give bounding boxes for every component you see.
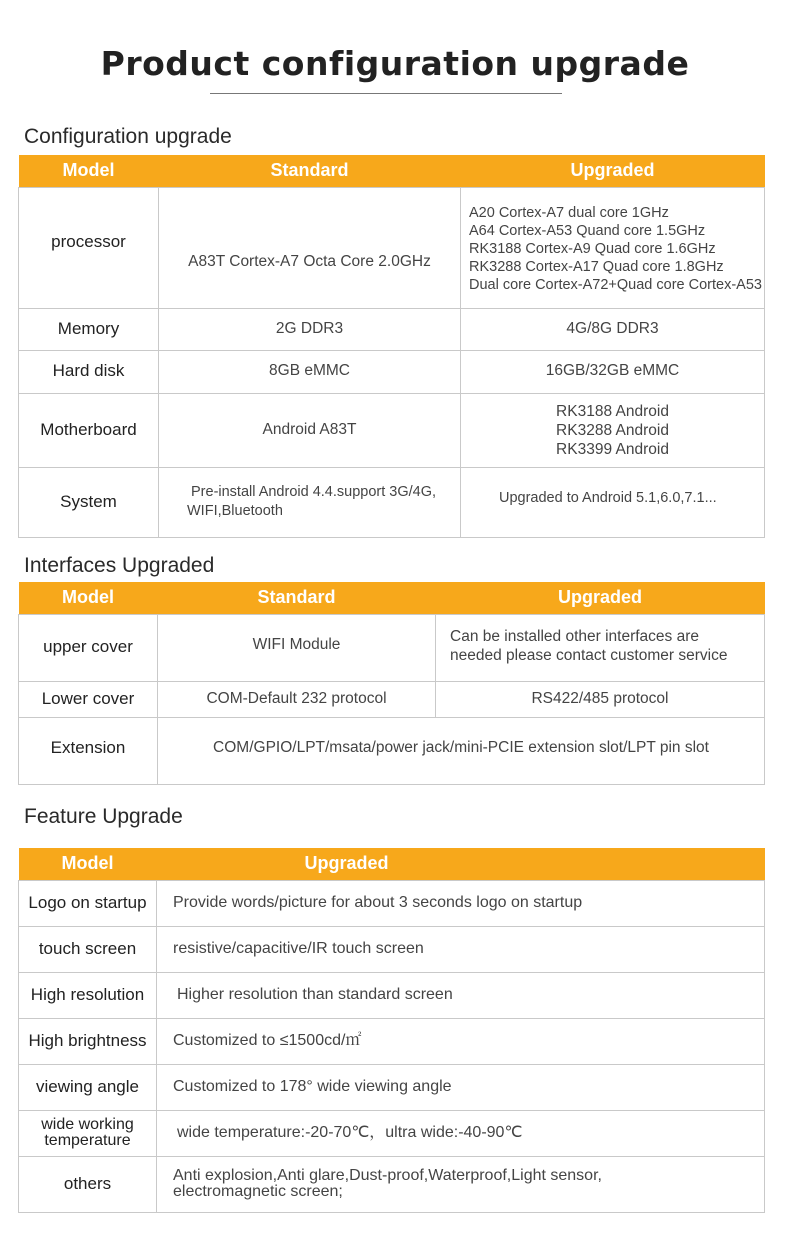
header-upgraded: Upgraded [436,582,765,614]
model-cell: Lower cover [19,681,158,717]
header-upgraded: Upgraded [461,155,765,187]
model-cell: others [19,1156,157,1212]
table-row [19,926,765,972]
upgraded-cell: Provide words/picture for about 3 seconds logo on startup [157,880,765,926]
table-row [19,880,765,926]
model-cell: Logo on startup [19,880,157,926]
upgraded-line: RK3288 Android [556,421,669,439]
table-row [19,972,765,1018]
upgraded-cell: Customized to 178° wide viewing angle [157,1064,765,1110]
standard-cell: 8GB eMMC [159,350,461,393]
header-model: Model [19,848,157,880]
interfaces-section-title: Interfaces Upgraded [24,554,215,577]
upgraded-line: Anti explosion,Anti glare,Dust-proof,Waterproof,Light sensor, [173,1167,602,1184]
upgraded-cell [157,1156,765,1212]
upgraded-cell: wide temperature:-20-70℃，ultra wide:-40-90℃ [157,1110,765,1156]
table-row [19,717,765,784]
upgraded-line: RK3188 Android [556,402,669,420]
configuration-table [18,155,765,538]
configuration-section-title: Configuration upgrade [24,125,232,148]
upgraded-cell: Customized to ≤1500cd/㎡ [157,1018,765,1064]
extension-cell: COM/GPIO/LPT/msata/power jack/mini-PCIE extension slot/LPT pin slot [158,717,765,784]
model-cell: Extension [19,717,158,784]
upgraded-line: RK3188 Cortex-A9 Quad core 1.6GHz [469,240,716,257]
upgraded-line: Can be installed other interfaces are [450,627,700,645]
header-standard: Standard [159,155,461,187]
upgraded-cell: 16GB/32GB eMMC [461,350,765,393]
upgraded-line: Dual core Cortex-A72+Quad core Cortex-A53 [469,276,762,293]
model-cell [19,1110,157,1156]
title-underline [210,93,562,94]
table-row [19,1064,765,1110]
upgraded-cell: RS422/485 protocol [436,681,765,717]
table-row [19,350,765,393]
model-cell: upper cover [19,614,158,681]
features-table [18,848,765,1213]
model-cell: Memory [19,308,159,350]
features-header-row [19,848,765,880]
standard-line: WIFI,Bluetooth [187,503,283,519]
interfaces-header-row [19,582,765,614]
upgraded-line: A20 Cortex-A7 dual core 1GHz [469,204,669,221]
upgraded-cell [461,393,765,467]
header-standard: Standard [158,582,436,614]
header-model: Model [19,155,159,187]
table-row [19,1110,765,1156]
standard-cell: WIFI Module [158,614,436,681]
header-upgraded: Upgraded [157,848,765,880]
table-row [19,187,765,308]
table-row [19,681,765,717]
interfaces-table [18,582,765,785]
upgraded-line: A64 Cortex-A53 Quand core 1.5GHz [469,222,706,239]
upgraded-cell [436,614,765,681]
standard-cell: Android A83T [159,393,461,467]
standard-cell: A83T Cortex-A7 Octa Core 2.0GHz [159,187,461,308]
model-cell: System [19,467,159,537]
page-title: Product configuration upgrade [100,44,690,83]
model-line: wide working [41,1116,134,1133]
table-row [19,1156,765,1212]
table-row [19,1018,765,1064]
upgraded-cell [461,187,765,308]
model-cell: Motherboard [19,393,159,467]
upgraded-cell: 4G/8G DDR3 [461,308,765,350]
configuration-header-row [19,155,765,187]
model-cell: High resolution [19,972,157,1018]
standard-line: Pre-install Android 4.4.support 3G/4G, [191,484,437,500]
table-row [19,393,765,467]
table-row [19,614,765,681]
upgraded-line: needed please contact customer service [450,646,728,664]
table-row [19,308,765,350]
standard-cell: COM-Default 232 protocol [158,681,436,717]
header-model: Model [19,582,158,614]
upgraded-cell: Upgraded to Android 5.1,6.0,7.1... [461,467,765,537]
standard-cell [159,467,461,537]
standard-cell: 2G DDR3 [159,308,461,350]
upgraded-line: RK3399 Android [556,440,669,458]
model-line: temperature [44,1132,131,1149]
features-section-title: Feature Upgrade [24,805,183,828]
model-cell: viewing angle [19,1064,157,1110]
model-cell: processor [19,187,159,308]
upgraded-line: RK3288 Cortex-A17 Quad core 1.8GHz [469,258,724,275]
model-cell: Hard disk [19,350,159,393]
upgraded-cell: resistive/capacitive/IR touch screen [157,926,765,972]
upgraded-line: electromagnetic screen; [173,1183,343,1200]
model-cell: touch screen [19,926,157,972]
model-cell: High brightness [19,1018,157,1064]
table-row [19,467,765,537]
upgraded-cell: Higher resolution than standard screen [157,972,765,1018]
